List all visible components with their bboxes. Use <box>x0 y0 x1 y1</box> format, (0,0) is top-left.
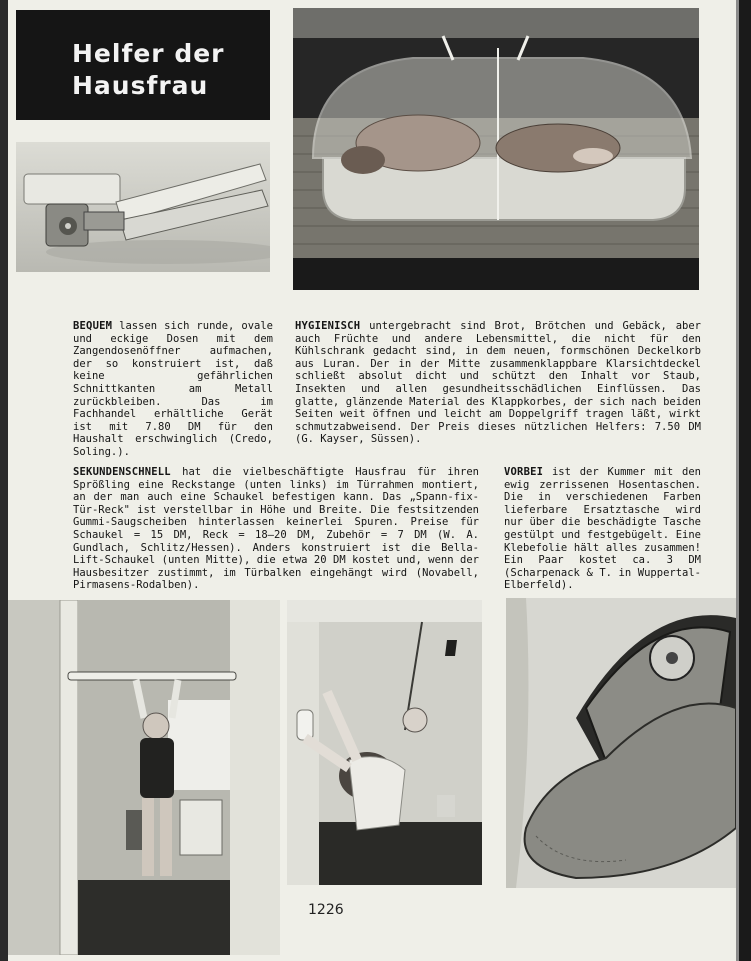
can-opener-photo <box>16 142 270 272</box>
caption-text-sekundenschnell: hat die vielbeschäftigte Hausfrau für ihren Sprößling eine Reckstange (unten links) im Türrahmen montiert, an der man auch eine Schaukel befestigen kann. Das „Spann-fix-Tür-Reck" ist verstellbar in Höhe und Breite. Die festsitzenden Gummi-Saugscheiben hinterlassen keinerlei Spuren. Preise für Schaukel = 15 DM, Reck = 18—20 DM, Zubehör = 7 DM (W. A. Gundlach, Schlitz/Hessen). Anders konstruiert ist die Bella-Lift-Schaukel (unten Mitte), die etwa 20 DM kostet und, wenn der Hausbesitzer zustimmt, im Türbalken eingehängt wird (Novabell, Pirmasens-Rodalben). <box>73 466 479 592</box>
headline-box <box>16 10 270 120</box>
caption-lead-vorbei: VORBEI <box>504 466 544 478</box>
caption-text-hygienisch: untergebracht sind Brot, Brötchen und Gebäck, aber auch Früchte und andere Lebensmittel, die nicht für den Kühlschrank gedacht sind, in dem neuen, formschönen Deckelkorb aus Luran. Der in der Mitte zusammenklappbare Klarsichtdeckel schließt absolut dicht und schützt den Inhalt vor Staub, Insekten und allen gesundheitsschädlichen Einflüssen. Das glatte, glänzende Material des Klappkorbes, der sich nach beiden Seiten weit öffnen und leicht am Doppelgriff tragen läßt, wirkt schmutzabweisend. Der Preis dieses nützlichen Helfers: 7.50 DM (G. Kayser, Süssen). <box>295 320 701 446</box>
headline-line-2: Hausfrau <box>72 71 209 100</box>
swing-photo <box>287 600 482 885</box>
caption-text-bequem: lassen sich runde, ovale und eckige Dosen mit dem Zangendosenöffner aufmachen, der so konstruiert ist, daß keine gefährlichen Schnittkanten am Metall zurückbleiben. Das im Fachhandel erhältliche Gerät ist mit 7.80 DM für den Haushalt erschwinglich (Credo, Soling.). <box>73 320 273 458</box>
caption-door-swing <box>73 466 479 592</box>
caption-text-vorbei: ist der Kummer mit den ewig zerrissenen Hosentaschen. Die in verschiedenen Farben lieferbare Ersatztasche wird nur über die beschädigte Tasche gestülpt und festgebügelt. Eine Klebefolie hält alles zusammen! Ein Paar kostet ca. 3 DM (Scharpenack & T. in Wuppertal-Elberfeld). <box>504 466 701 592</box>
caption-lead-hygienisch: HYGIENISCH <box>295 320 361 332</box>
bread-basket-photo <box>293 8 699 290</box>
caption-pocket-repair <box>504 466 701 592</box>
caption-lead-bequem: BEQUEM <box>73 320 113 332</box>
caption-bread-basket <box>295 320 701 446</box>
book-spine <box>736 0 751 961</box>
magazine-page <box>8 0 736 961</box>
headline <box>72 38 225 102</box>
page-number: 1226 <box>308 902 344 918</box>
caption-can-opener <box>73 320 273 459</box>
door-bar-photo <box>8 600 280 955</box>
headline-line-1: Helfer der <box>72 39 225 68</box>
iron-photo <box>506 598 736 888</box>
caption-lead-sekundenschnell: SEKUNDENSCHNELL <box>73 466 171 478</box>
